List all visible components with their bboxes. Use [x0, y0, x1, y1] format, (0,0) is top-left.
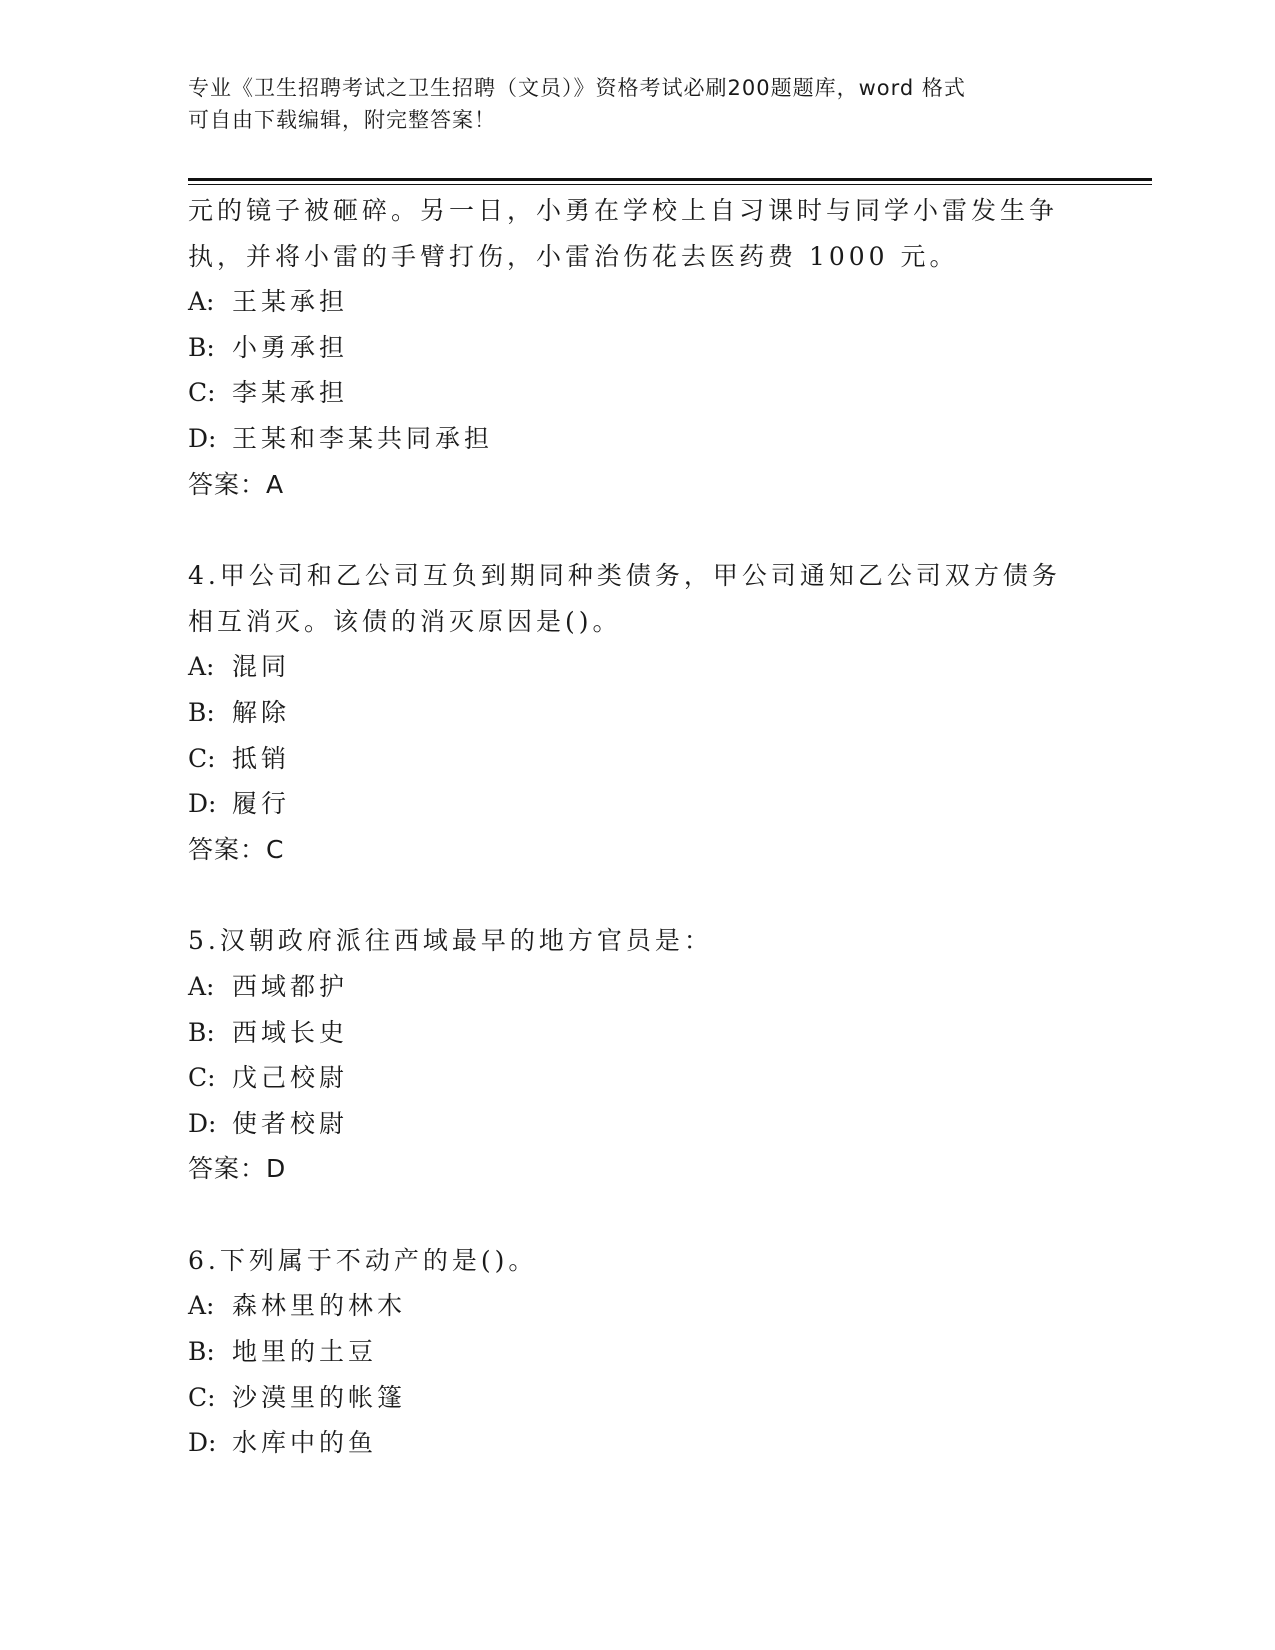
option-b: [188, 1010, 1068, 1056]
question-text-line: 5.汉朝政府派往西域最早的地方官员是：: [188, 926, 713, 956]
option-c: [188, 736, 1068, 782]
option-d: [188, 416, 1068, 462]
option-text: 森林里的林木: [232, 1291, 407, 1321]
option-key: B:: [188, 1337, 215, 1367]
question-text-line: 4.甲公司和乙公司互负到期同种类债务，甲公司通知乙公司双方债务: [188, 561, 1061, 591]
option-a: [188, 644, 1068, 690]
option-key: C:: [188, 743, 216, 773]
header-divider-thick: [188, 178, 1152, 181]
header-title-line-1: 专业《卫生招聘考试之卫生招聘（文员）》资格考试必刷200题题库，word 格式: [188, 76, 966, 100]
option-text: 李某承担: [232, 378, 349, 408]
option-d: [188, 1420, 1068, 1466]
answer-line: 答案：D: [188, 1154, 287, 1184]
question-text-line: 执，并将小雷的手臂打伤，小雷治伤花去医药费 1000 元。: [188, 241, 959, 271]
option-c: [188, 1055, 1068, 1101]
option-a: [188, 279, 1068, 325]
option-text: 王某承担: [232, 287, 349, 317]
option-text: 沙漠里的帐篷: [232, 1382, 407, 1412]
option-key: D:: [188, 423, 217, 453]
option-key: A:: [188, 287, 215, 317]
spacer: [188, 1192, 1068, 1238]
answer-line: 答案：C: [188, 834, 285, 864]
option-key: A:: [188, 1291, 215, 1321]
option-d: [188, 1101, 1068, 1147]
option-b: [188, 1329, 1068, 1375]
option-text: 王某和李某共同承担: [232, 423, 494, 453]
option-text: 西域都护: [232, 971, 349, 1001]
option-key: C:: [188, 1063, 216, 1093]
option-text: 抵销: [232, 743, 291, 773]
option-key: C:: [188, 1382, 216, 1412]
question-5: [188, 918, 1068, 1192]
option-b: [188, 325, 1068, 371]
option-key: A:: [188, 971, 215, 1001]
option-key: C:: [188, 378, 216, 408]
question-text-line: 相互消灭。该债的消灭原因是()。: [188, 606, 622, 636]
option-d: [188, 781, 1068, 827]
question-6: [188, 1238, 1068, 1466]
option-text: 水库中的鱼: [232, 1428, 378, 1458]
option-c: [188, 370, 1068, 416]
question-text-line: 元的镜子被砸碎。另一日，小勇在学校上自习课时与同学小雷发生争: [188, 196, 1059, 225]
question-4: [188, 553, 1068, 872]
option-key: D:: [188, 1428, 217, 1458]
option-a: [188, 1283, 1068, 1329]
option-text: 戊己校尉: [232, 1063, 349, 1093]
spacer: [188, 872, 1068, 918]
option-key: A:: [188, 652, 215, 682]
option-text: 解除: [232, 697, 291, 727]
header-title-line-2: 可自由下载编辑，附完整答案！: [188, 108, 496, 132]
option-text: 地里的土豆: [232, 1337, 378, 1367]
option-key: D:: [188, 1108, 217, 1138]
option-b: [188, 690, 1068, 736]
option-key: B:: [188, 1017, 215, 1047]
option-a: [188, 964, 1068, 1010]
option-key: B:: [188, 697, 215, 727]
question-list: [188, 188, 1068, 1466]
option-text: 使者校尉: [232, 1108, 349, 1138]
option-text: 小勇承担: [232, 332, 349, 362]
option-key: B:: [188, 332, 215, 362]
question-text-line: 6.下列属于不动产的是()。: [188, 1245, 538, 1275]
spacer: [188, 507, 1068, 553]
option-key: D:: [188, 789, 217, 819]
header-divider-thin: [188, 184, 1152, 185]
option-text: 混同: [232, 652, 291, 682]
option-c: [188, 1375, 1068, 1421]
question-3-continuation: [188, 188, 1068, 507]
page-header: [188, 72, 1068, 136]
option-text: 履行: [232, 789, 291, 819]
option-text: 西域长史: [232, 1017, 349, 1047]
answer-line: 答案：A: [188, 469, 285, 499]
